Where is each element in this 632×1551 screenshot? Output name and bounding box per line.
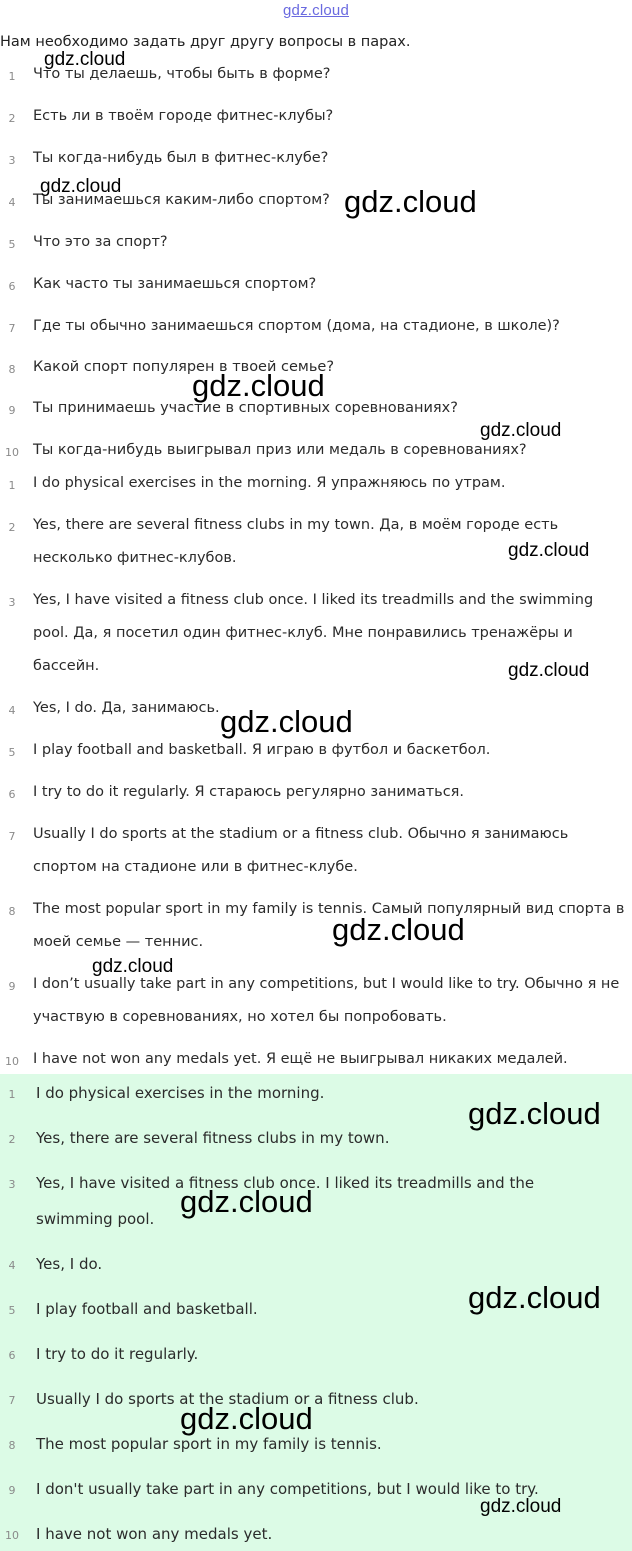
item-number: 3 (8, 1178, 16, 1191)
answer-text: I play football and basketball. (36, 1300, 258, 1318)
answer-text: I try to do it regularly. Я стараюсь регулярно заниматься. (33, 784, 464, 800)
item-number: 3 (8, 596, 16, 609)
question-text: Ты занимаешься каким-либо спортом? (33, 192, 330, 208)
item-number: 2 (8, 1133, 16, 1146)
answer-text: Usually I do sports at the stadium or a fitness club. Обычно я занимаюсь спортом на стадионе или в фитнес-клубе. (33, 826, 569, 875)
item-number: 1 (8, 70, 16, 83)
watermark: gdz.cloud (332, 912, 465, 947)
watermark: gdz.cloud (180, 1184, 313, 1219)
answer-text: I don't usually take part in any competitions, but I would like to try. (36, 1480, 539, 1498)
item-number: 10 (5, 1529, 19, 1542)
question-text: Ты принимаешь участие в спортивных соревнованиях? (33, 400, 458, 416)
item-number: 10 (5, 1055, 19, 1068)
item-number: 8 (8, 905, 16, 918)
item-number: 1 (8, 1088, 16, 1101)
question-text: Есть ли в твоём городе фитнес-клубы? (33, 108, 334, 124)
watermark: gdz.cloud (344, 184, 477, 219)
answer-text: Yes, I do. Да, занимаюсь. (33, 700, 220, 716)
item-number: 6 (8, 788, 16, 801)
item-number: 9 (8, 404, 16, 417)
item-number: 7 (8, 830, 16, 843)
watermark: gdz.cloud (92, 956, 174, 977)
item-number: 6 (8, 1349, 16, 1362)
item-number: 7 (8, 1394, 16, 1407)
watermark: gdz.cloud (192, 368, 325, 403)
question-text: Где ты обычно занимаешься спортом (дома, на стадионе, в школе)? (33, 318, 560, 334)
question-text: Ты когда-нибудь выигрывал приз или медаль в соревнованиях? (33, 442, 527, 458)
answer-text: I don’t usually take part in any competitions, but I would like to try. Обычно я не участвую в соревнованиях, но хотел бы попробовать. (33, 976, 620, 1025)
item-number: 2 (8, 521, 16, 534)
item-number: 8 (8, 1439, 16, 1452)
answer-text: I play football and basketball. Я играю в футбол и баскетбол. (33, 742, 491, 758)
watermark: gdz.cloud (220, 704, 353, 739)
item-number: 5 (8, 1304, 16, 1317)
intro-text: Нам необходимо задать друг другу вопросы в парах. (0, 34, 411, 50)
site-logo[interactable]: gdz.cloud (282, 2, 349, 19)
answer-text: Usually I do sports at the stadium or a fitness club. (36, 1390, 419, 1408)
answer-text: The most popular sport in my family is tennis. (36, 1435, 382, 1453)
item-number: 5 (8, 746, 16, 759)
question-text: Что ты делаешь, чтобы быть в форме? (33, 66, 331, 82)
item-number: 5 (8, 238, 16, 251)
item-number: 6 (8, 280, 16, 293)
watermark: gdz.cloud (180, 1401, 313, 1436)
answer-text: I have not won any medals yet. (36, 1525, 273, 1543)
item-number: 9 (8, 1484, 16, 1497)
item-number: 10 (5, 446, 19, 459)
answer-text: I do physical exercises in the morning. (36, 1084, 325, 1102)
item-number: 4 (8, 704, 16, 717)
item-number: 3 (8, 154, 16, 167)
answer-text: Yes, I do. (36, 1255, 103, 1273)
item-number: 8 (8, 363, 16, 376)
item-number: 4 (8, 1259, 16, 1272)
item-number: 1 (8, 479, 16, 492)
item-number: 2 (8, 112, 16, 125)
answer-text: I have not won any medals yet. Я ещё не выигрывал никаких медалей. (33, 1051, 568, 1067)
answer-text: I try to do it regularly. (36, 1345, 199, 1363)
watermark: gdz.cloud (508, 660, 590, 681)
item-number: 9 (8, 980, 16, 993)
question-text: Ты когда-нибудь был в фитнес-клубе? (33, 150, 329, 166)
watermark: gdz.cloud (480, 1496, 562, 1517)
watermark: gdz.cloud (40, 176, 122, 197)
watermark: gdz.cloud (468, 1280, 601, 1315)
answer-text: Yes, there are several fitness clubs in my town. Да, в моём городе есть несколько фитнес-клубов. (33, 517, 559, 566)
answer-text: Yes, I have visited a fitness club once. I liked its treadmills and the swimming pool. (36, 1174, 535, 1228)
item-number: 4 (8, 196, 16, 209)
watermark: gdz.cloud (480, 420, 562, 441)
answer-text: Yes, I have visited a fitness club once. I liked its treadmills and the swimming pool. Да, я посетил один фитнес-клуб. Мне понравились тренажёры и бассейн. (33, 592, 594, 674)
answer-text: Yes, there are several fitness clubs in my town. (36, 1129, 390, 1147)
question-text: Как часто ты занимаешься спортом? (33, 276, 317, 292)
question-text: Что это за спорт? (33, 234, 168, 250)
watermark: gdz.cloud (508, 540, 590, 561)
watermark: gdz.cloud (44, 49, 126, 70)
answer-text: The most popular sport in my family is tennis. Самый популярный вид спорта в моей семье — теннис. (33, 901, 625, 950)
question-text: Какой спорт популярен в твоей семье? (33, 359, 335, 375)
item-number: 7 (8, 322, 16, 335)
watermark: gdz.cloud (468, 1096, 601, 1131)
answer-text: I do physical exercises in the morning. Я упражняюсь по утрам. (33, 475, 506, 491)
